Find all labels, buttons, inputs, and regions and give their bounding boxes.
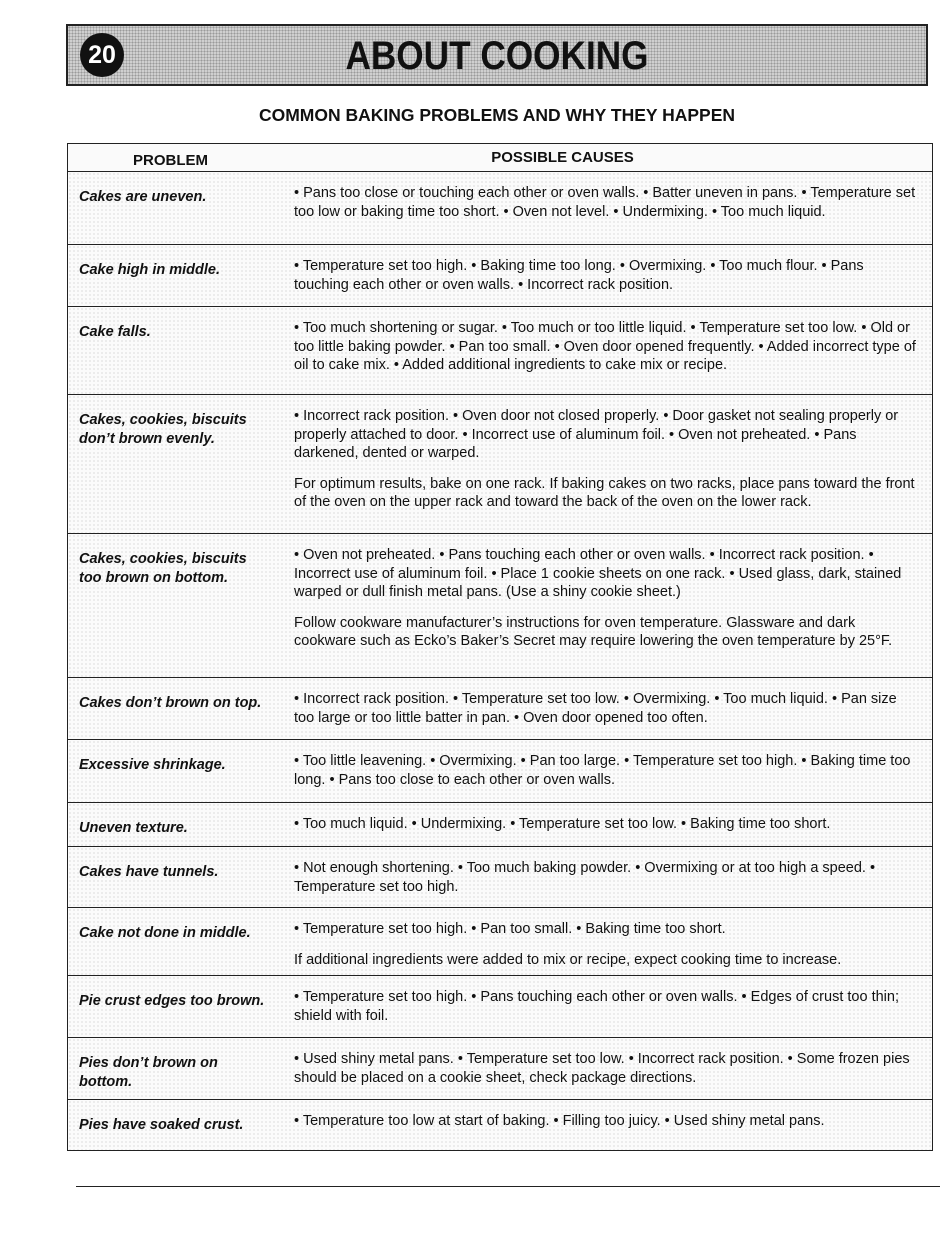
table-row: [68, 1038, 932, 1100]
problem-cell: Pies don’t brown on bottom.: [79, 1055, 218, 1090]
page-number-badge: 20: [80, 33, 124, 77]
problem-cell: Cake high in middle.: [79, 262, 220, 278]
table-row: [68, 740, 932, 803]
table-row: [68, 307, 932, 395]
problem-cell: Cakes, cookies, biscuits too brown on bottom.: [79, 551, 247, 586]
table-body: [68, 172, 932, 1151]
cause-paragraph: • Incorrect rack position. • Oven door not closed properly. • Door gasket not sealing properly or properly attached to door. • Incorrect use of aluminum foil. • Oven not preheated. • Pans darkened, dented or warped.: [294, 408, 899, 461]
cause-paragraph: • Temperature too low at start of baking. • Filling too juicy. • Used shiny metal pans.: [294, 1113, 825, 1129]
cause-paragraph: For optimum results, bake on one rack. If baking cakes on two racks, place pans toward the front of the oven on the upper rack and toward the back of the oven on the lower rack.: [294, 475, 915, 510]
page-header-bar: [66, 24, 928, 86]
table-row: [68, 678, 932, 740]
table-header: [68, 144, 932, 172]
column-header-causes: POSSIBLE CAUSES: [491, 149, 634, 166]
table-row: [68, 245, 932, 307]
column-header-problem: PROBLEM: [133, 152, 208, 169]
table-row: [68, 976, 932, 1038]
causes-cell: [278, 908, 932, 975]
causes-cell: [278, 245, 932, 306]
table-row: [68, 908, 932, 976]
cause-paragraph: • Temperature set too high. • Pans touching each other or oven walls. • Edges of crust too thin; shield with foil.: [294, 989, 899, 1024]
causes-cell: [278, 534, 932, 677]
cause-paragraph: • Oven not preheated. • Pans touching each other or oven walls. • Incorrect rack position. • Incorrect use of aluminum foil. • Place 1 cookie sheets on one rack. • Used glass, dark, stained warped or dull finish metal pans. (Use a shiny cookie sheet.): [294, 547, 902, 600]
causes-cell: [278, 803, 932, 846]
footer-rule: [76, 1186, 940, 1187]
problem-cell: Pies have soaked crust.: [79, 1117, 244, 1133]
cause-paragraph: Follow cookware manufacturer’s instructions for oven temperature. Glassware and dark cookware such as Ecko’s Baker’s Secret may require lowering the oven temperature by 25°F.: [294, 614, 893, 649]
cause-paragraph: • Pans too close or touching each other or oven walls. • Batter uneven in pans. • Temperature set too low or baking time too short. • Oven not level. • Undermixing. • Too much liquid.: [294, 185, 916, 220]
cause-paragraph: If additional ingredients were added to mix or recipe, expect cooking time to increase.: [294, 951, 842, 968]
causes-cell: [278, 847, 932, 907]
problem-cell: Cakes, cookies, biscuits don’t brown evenly.: [79, 412, 247, 447]
problem-cell: Pie crust edges too brown.: [79, 993, 265, 1009]
table-row: [68, 847, 932, 908]
causes-cell: [278, 740, 932, 802]
problem-cell: Cake falls.: [79, 324, 151, 340]
table-row: [68, 395, 932, 534]
problem-cell: Cake not done in middle.: [79, 925, 251, 941]
causes-cell: [278, 1038, 932, 1099]
problem-cell: Cakes have tunnels.: [79, 864, 219, 880]
problem-cell: Cakes are uneven.: [79, 189, 207, 205]
table-row: [68, 172, 932, 245]
causes-cell: [278, 1100, 932, 1150]
problem-cell: Uneven texture.: [79, 820, 188, 836]
causes-cell: [278, 307, 932, 394]
page-title: ABOUT COOKING: [345, 34, 649, 78]
problem-cell: Excessive shrinkage.: [79, 757, 226, 773]
cause-paragraph: • Not enough shortening. • Too much baking powder. • Overmixing or at too high a speed. • Temperature set too high.: [294, 860, 876, 895]
cause-paragraph: • Used shiny metal pans. • Temperature set too low. • Incorrect rack position. • Some frozen pies should be placed on a cookie sheet, check package directions.: [294, 1051, 910, 1086]
causes-cell: [278, 172, 932, 244]
causes-cell: [278, 678, 932, 739]
causes-cell: [278, 976, 932, 1037]
baking-problems-table: [67, 143, 933, 1151]
cause-paragraph: • Temperature set too high. • Pan too small. • Baking time too short.: [294, 921, 726, 937]
table-row: [68, 1100, 932, 1151]
cause-paragraph: • Too much shortening or sugar. • Too much or too little liquid. • Temperature set too low. • Old or too little baking powder. • Pan too small. • Oven door opened frequently. • Added incorrect type of oil to cake mix. • Added additional ingredients to cake mix or recipe.: [294, 320, 916, 373]
cause-paragraph: • Incorrect rack position. • Temperature set too low. • Overmixing. • Too much liquid. • Pan size too large or too little batter in pan. • Oven door opened too often.: [294, 691, 897, 726]
table-row: [68, 534, 932, 678]
table-row: [68, 803, 932, 847]
cause-paragraph: • Temperature set too high. • Baking time too long. • Overmixing. • Too much flour. • Pans touching each other or oven walls. • Incorrect rack position.: [294, 258, 864, 293]
causes-cell: [278, 395, 932, 533]
problem-cell: Cakes don’t brown on top.: [79, 695, 262, 711]
cause-paragraph: • Too little leavening. • Overmixing. • Pan too large. • Temperature set too high. • Baking time too long. • Pans too close to each other or oven walls.: [294, 753, 911, 788]
cause-paragraph: • Too much liquid. • Undermixing. • Temperature set too low. • Baking time too short.: [294, 816, 831, 832]
section-subtitle: COMMON BAKING PROBLEMS AND WHY THEY HAPPEN: [258, 105, 736, 125]
